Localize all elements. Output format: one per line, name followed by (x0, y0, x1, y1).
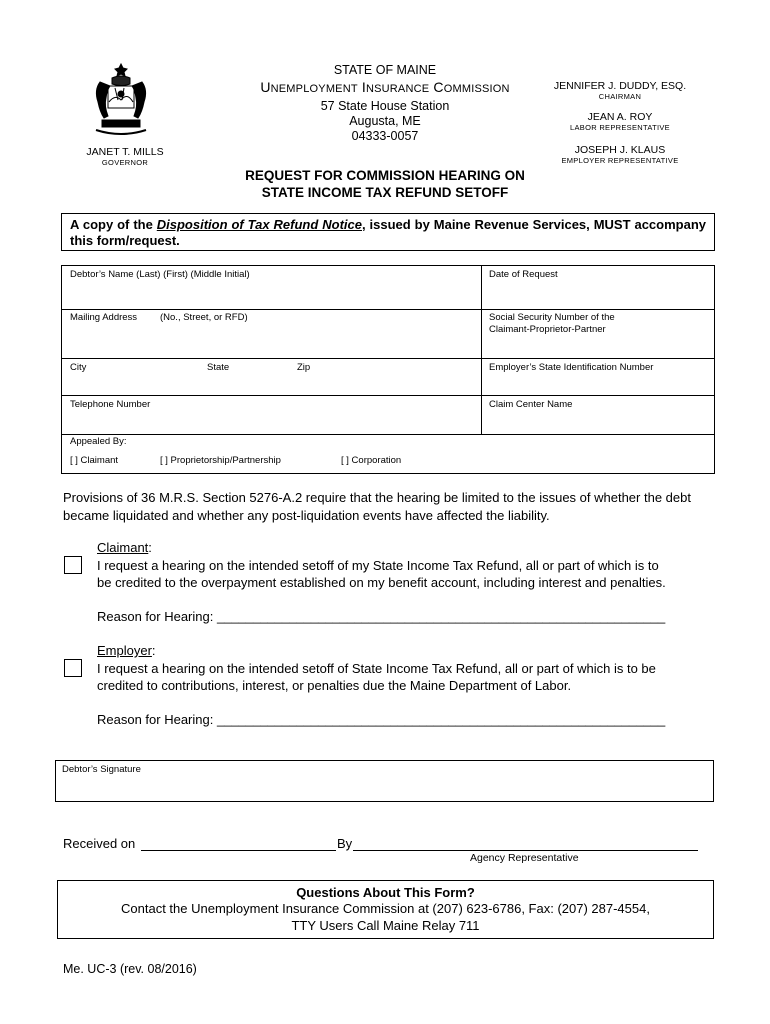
notice-box: A copy of the Disposition of Tax Refund Notice, issued by Maine Revenue Services, MUST accompany this form/request. (61, 213, 715, 251)
zip-line: 04333-0057 (351, 129, 419, 143)
claimant-reason-field[interactable]: Reason for Hearing: ______________________________________________________________ (97, 609, 666, 624)
debtor-name-field[interactable]: Debtor’s Name (Last) (First) (Middle Initial) (70, 269, 250, 280)
employer-heading: Employer (97, 643, 152, 658)
signature-label: Debtor’s Signature (62, 764, 141, 775)
official-name: JEAN A. ROY (587, 111, 653, 123)
questions-box (57, 880, 714, 939)
state-seal-icon (90, 62, 152, 136)
state-heading: STATE OF MAINE (333, 63, 437, 77)
city-field[interactable]: City (70, 362, 87, 373)
employer-checkbox[interactable] (64, 659, 82, 677)
date-of-request-field[interactable]: Date of Request (489, 269, 558, 280)
notice-emphasis: Disposition of Tax Refund Notice (156, 217, 362, 232)
employer-id-field[interactable]: Employer’s State Identification Number (489, 362, 654, 373)
debtor-info-table (61, 265, 715, 474)
form-title: REQUEST FOR COMMISSION HEARING ON STATE INCOME TAX REFUND SETOFF (245, 168, 525, 200)
corporation-option[interactable]: [ ] Corporation (341, 455, 402, 466)
employer-section: Employer: I request a hearing on the intended setoff of State Income Tax Refund, all or part of which is to be credited to contributions, interest, or penalties due the Maine Department of Labor. (97, 643, 656, 693)
official-role: LABOR REPRESENTATIVE (570, 123, 670, 132)
address-line: 57 State House Station (320, 99, 450, 113)
signature-box[interactable] (55, 760, 714, 802)
appealed-by-label: Appealed By: (70, 436, 127, 447)
form-id: Me. UC-3 (rev. 08/2016) (63, 962, 197, 976)
official-name: JOSEPH J. KLAUS (574, 144, 666, 156)
telephone-field[interactable]: Telephone Number (70, 399, 151, 410)
employer-reason-field[interactable]: Reason for Hearing: ______________________________________________________________ (97, 712, 666, 727)
mailing-address-field[interactable]: Mailing Address (70, 312, 138, 323)
tty-line: TTY Users Call Maine Relay 711 (291, 918, 480, 933)
claimant-section: Claimant: I request a hearing on the intended setoff of my State Income Tax Refund, all or part of which is to be credited to the overpayment established on my benefit account, including interest and penalties. (97, 540, 666, 590)
address-line: Augusta, ME (349, 114, 421, 128)
contact-line: Contact the Unemployment Insurance Commission at (207) 623-6786, Fax: (207) 287-4554, (121, 901, 650, 916)
state-field[interactable]: State (207, 362, 230, 373)
by-label: By (337, 836, 353, 851)
by-line[interactable] (353, 850, 698, 851)
ssn-field[interactable]: Social Security Number of the Claimant-Proprietor-Partner (489, 312, 615, 335)
zip-field[interactable]: Zip (297, 362, 311, 373)
received-on-line[interactable] (141, 850, 336, 851)
official-name: JENNIFER J. DUDDY, ESQ. (553, 80, 687, 92)
received-on-label: Received on (63, 836, 136, 851)
official-role: CHAIRMAN (598, 92, 642, 101)
provisions-text: Provisions of 36 M.R.S. Section 5276-A.2 require that the hearing be limited to the issues of whether the debt became liquidated and whether any post-liquidation events have affected the liability. (63, 490, 691, 523)
claim-center-field[interactable]: Claim Center Name (489, 399, 573, 410)
governor-name: JANET T. MILLS (86, 146, 164, 158)
claimant-heading: Claimant (97, 540, 149, 555)
claimant-option[interactable]: [ ] Claimant (70, 455, 119, 466)
commission-name: UNEMPLOYMENT INSURANCE COMMISSION (260, 79, 510, 95)
proprietorship-option[interactable]: [ ] Proprietorship/Partnership (160, 455, 281, 466)
official-role: EMPLOYER REPRESENTATIVE (561, 156, 679, 165)
claimant-checkbox[interactable] (64, 556, 82, 574)
questions-heading: Questions About This Form? (296, 885, 475, 900)
agency-rep-label: Agency Representative (470, 852, 579, 864)
mailing-address-hint: (No., Street, or RFD) (160, 312, 248, 323)
governor-role: GOVERNOR (101, 158, 149, 167)
